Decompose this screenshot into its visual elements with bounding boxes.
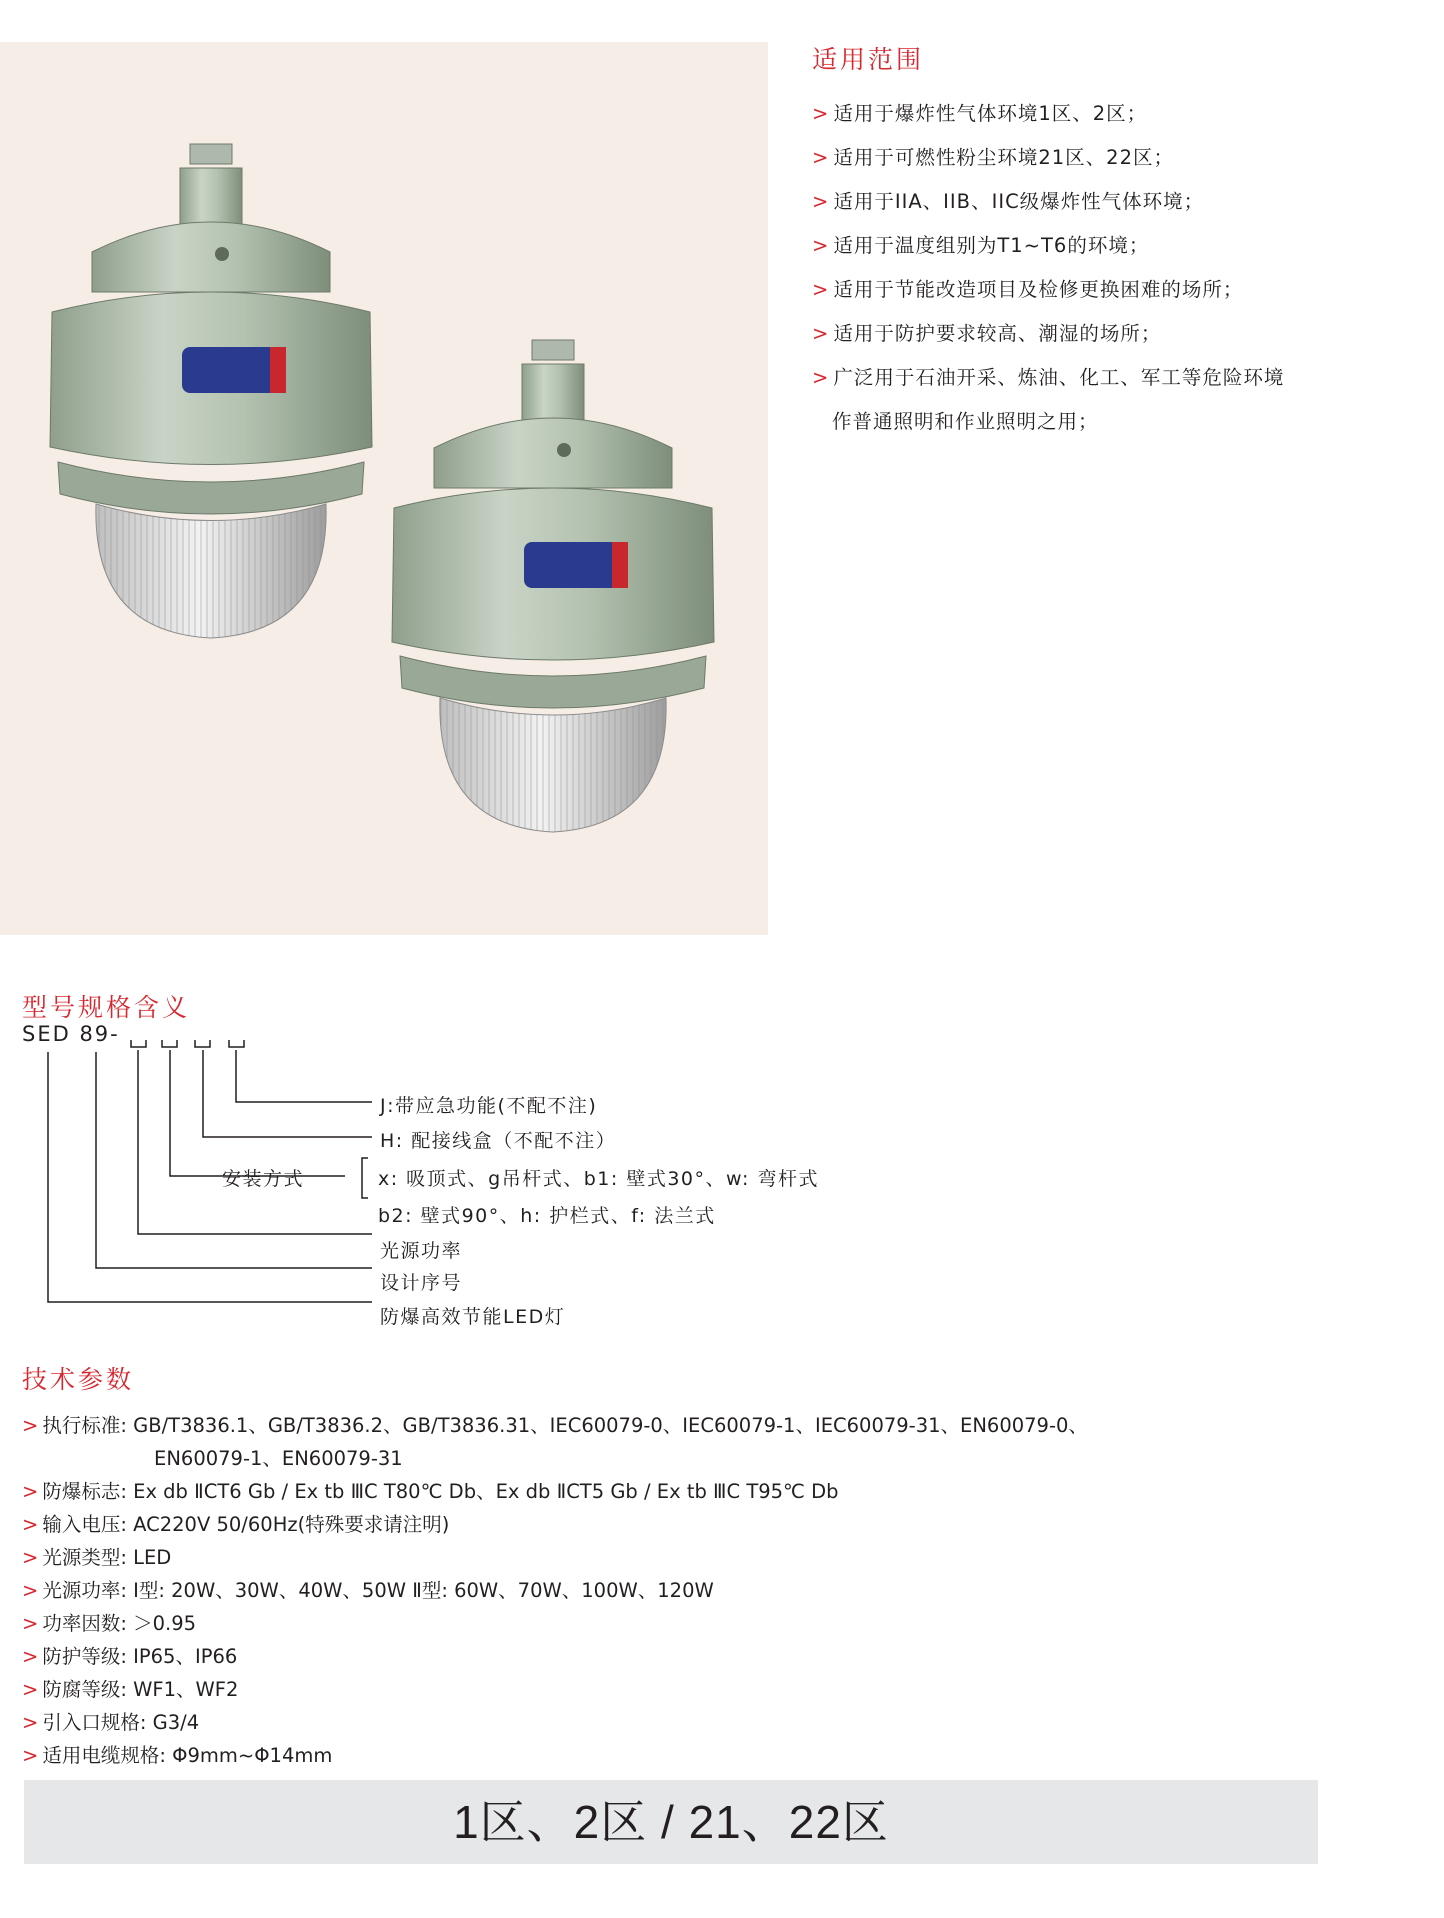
spec-row-ex-mark: > 防爆标志: Ex db ⅡCT6 Gb / Ex tb ⅢC T80℃ Db、Ex db ⅡCT5 Gb / Ex tb ⅢC T95℃ Db: [22, 1480, 839, 1503]
list-item: > 广泛用于石油开采、炼油、化工、军工等危险环境: [812, 366, 1285, 389]
code-box-2: [162, 1040, 177, 1047]
spec-row-cable: > 适用电缆规格: Φ9mm~Φ14mm: [22, 1744, 333, 1767]
spec-row-entry: > 引入口规格: G3/4: [22, 1711, 200, 1734]
arrow-marker: >: [22, 1414, 39, 1437]
model-code: SED 89-: [22, 1022, 120, 1046]
arrow-marker: >: [22, 1645, 39, 1668]
model-title: 型号规格含义: [22, 993, 191, 1022]
arrow-marker: >: [22, 1513, 39, 1536]
arrow-marker: >: [22, 1546, 39, 1569]
lamp-illustration: [0, 42, 768, 935]
list-item-continuation: 作普通照明和作业照明之用；: [832, 410, 1099, 433]
list-item: > 适用于温度组别为T1~T6的环境；: [812, 234, 1150, 257]
arrow-marker: >: [812, 278, 830, 301]
scope-title: 适用范围: [812, 45, 925, 74]
label-junction-box: H: 配接线盒（不配不注）: [380, 1130, 617, 1152]
scope-list: [812, 96, 1284, 444]
arrow-marker: >: [22, 1711, 39, 1734]
spec-row-light-type: > 光源类型: LED: [22, 1546, 172, 1569]
label-series: 设计序号: [380, 1272, 463, 1294]
arrow-marker: >: [812, 190, 830, 213]
spec-row-voltage: >输入电压: AC220V 50/60Hz(特殊要求请注明): [22, 1513, 450, 1536]
lamp-1: [50, 144, 372, 638]
zone-banner: 1区、2区 / 21、22区: [24, 1780, 1318, 1864]
list-item: > 适用于可燃性粉尘环境21区、22区；: [812, 146, 1174, 169]
lamp-2: [392, 340, 714, 832]
spec-row-anticorrosion: > 防腐等级: WF1、WF2: [22, 1678, 239, 1701]
arrow-marker: >: [22, 1579, 39, 1602]
label-install-title: 安装方式: [222, 1168, 305, 1190]
list-item: > 适用于节能改造项目及检修更换困难的场所；: [812, 278, 1244, 301]
arrow-marker: >: [22, 1612, 39, 1635]
list-item: > 适用于IIA、IIB、IIC级爆炸性气体环境；: [812, 190, 1205, 213]
arrow-marker: >: [812, 322, 830, 345]
spec-row-protection: > 防护等级: IP65、IP66: [22, 1645, 238, 1668]
code-box-1: [131, 1040, 146, 1047]
product-photo-panel: [0, 42, 768, 935]
list-item: > 适用于防护要求较高、潮湿的场所；: [812, 322, 1162, 345]
arrow-marker: >: [812, 146, 830, 169]
spec-row-light-power: > 光源功率: Ⅰ型: 20W、30W、40W、50W Ⅱ型: 60W、70W、100W、120W: [22, 1579, 714, 1602]
arrow-marker: >: [812, 366, 830, 389]
arrow-marker: >: [812, 102, 830, 125]
list-item: > 适用于爆炸性气体环境1区、2区；: [812, 102, 1148, 125]
arrow-marker: >: [22, 1744, 39, 1767]
spec-row-standard: > 执行标准: GB/T3836.1、GB/T3836.2、GB/T3836.31、IEC60079-0、IEC60079-1、IEC60079-31、EN60079-0、: [22, 1414, 1088, 1437]
label-install-1: x: 吸顶式、g吊杆式、b1: 壁式30°、w: 弯杆式: [378, 1168, 819, 1190]
spec-standard-continuation: EN60079-1、EN60079-31: [154, 1447, 403, 1470]
arrow-marker: >: [812, 234, 830, 257]
label-emergency: J:带应急功能(不配不注): [380, 1095, 598, 1117]
code-box-4: [229, 1040, 244, 1047]
specs-title: 技术参数: [22, 1365, 135, 1394]
label-product-name: 防爆高效节能LED灯: [380, 1306, 566, 1328]
arrow-marker: >: [22, 1480, 39, 1503]
arrow-marker: >: [22, 1678, 39, 1701]
code-box-3: [195, 1040, 210, 1047]
spec-row-power-factor: > 功率因数: ＞0.95: [22, 1612, 197, 1635]
label-install-2: b2: 壁式90°、h: 护栏式、f: 法兰式: [378, 1205, 716, 1227]
label-power: 光源功率: [380, 1240, 463, 1262]
